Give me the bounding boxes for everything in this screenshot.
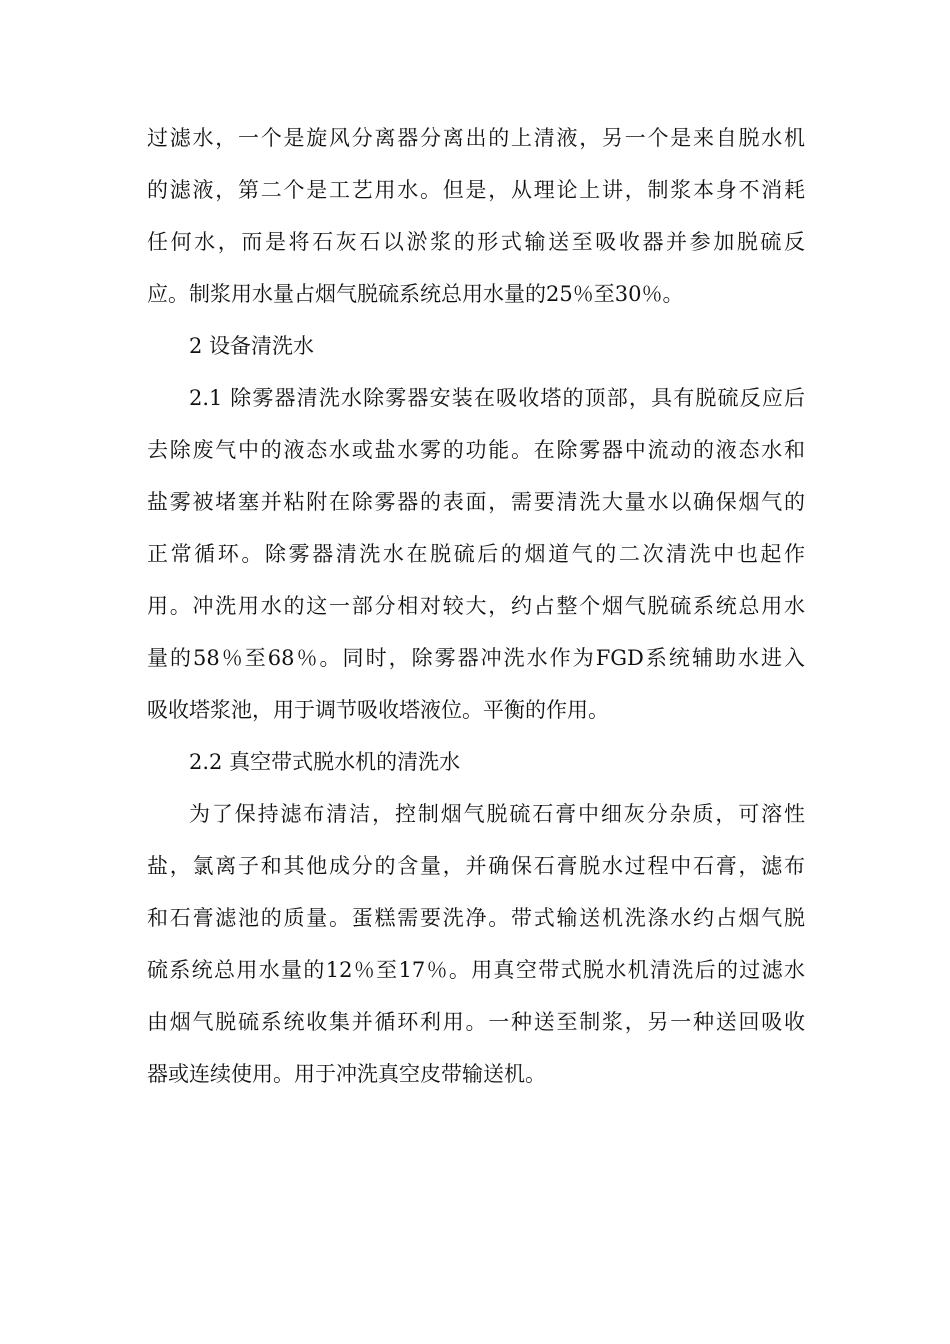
text-line: 硫系统总用水量的12％至17％。用真空带式脱水机清洗后的过滤水 <box>147 958 805 982</box>
text-line: 为了保持滤布清洁，控制烟气脱硫石膏中细灰分杂质，可溶性 <box>189 802 805 826</box>
text-line: 和石膏滤池的质量。蛋糕需要洗净。带式输送机洗涤水约占烟气脱 <box>147 906 805 930</box>
text-line: 2 设备清洗水 <box>189 334 315 358</box>
text-line: 量的58％至68％。同时，除雾器冲洗水作为FGD系统辅助水进入 <box>147 646 805 670</box>
text-line: 应。制浆用水量占烟气脱硫系统总用水量的25％至30％。 <box>147 282 684 306</box>
text-line: 任何水，而是将石灰石以淤浆的形式输送至吸收器并参加脱硫反 <box>147 230 805 254</box>
text-line: 用。冲洗用水的这一部分相对较大，约占整个烟气脱硫系统总用水 <box>147 594 805 618</box>
text-line: 正常循环。除雾器清洗水在脱硫后的烟道气的二次清洗中也起作 <box>147 542 805 566</box>
text-line: 去除废气中的液态水或盐水雾的功能。在除雾器中流动的液态水和 <box>147 438 805 462</box>
text-line: 的滤液，第二个是工艺用水。但是，从理论上讲，制浆本身不消耗 <box>147 178 805 202</box>
text-line: 2.2 真空带式脱水机的清洗水 <box>189 750 461 774</box>
document-body <box>147 112 805 1100</box>
text-line: 盐，氯离子和其他成分的含量，并确保石膏脱水过程中石膏，滤布 <box>147 854 805 878</box>
text-line: 过滤水，一个是旋风分离器分离出的上清液，另一个是来自脱水机 <box>147 126 805 150</box>
text-line: 由烟气脱硫系统收集并循环利用。一种送至制浆，另一种送回吸收 <box>147 1010 805 1034</box>
text-line: 2.1 除雾器清洗水除雾器安装在吸收塔的顶部，具有脱硫反应后 <box>189 386 805 410</box>
text-line: 吸收塔浆池，用于调节吸收塔液位。平衡的作用。 <box>147 698 609 722</box>
text-line: 器或连续使用。用于冲洗真空皮带输送机。 <box>147 1062 546 1086</box>
text-line: 盐雾被堵塞并粘附在除雾器的表面，需要清洗大量水以确保烟气的 <box>147 490 805 514</box>
